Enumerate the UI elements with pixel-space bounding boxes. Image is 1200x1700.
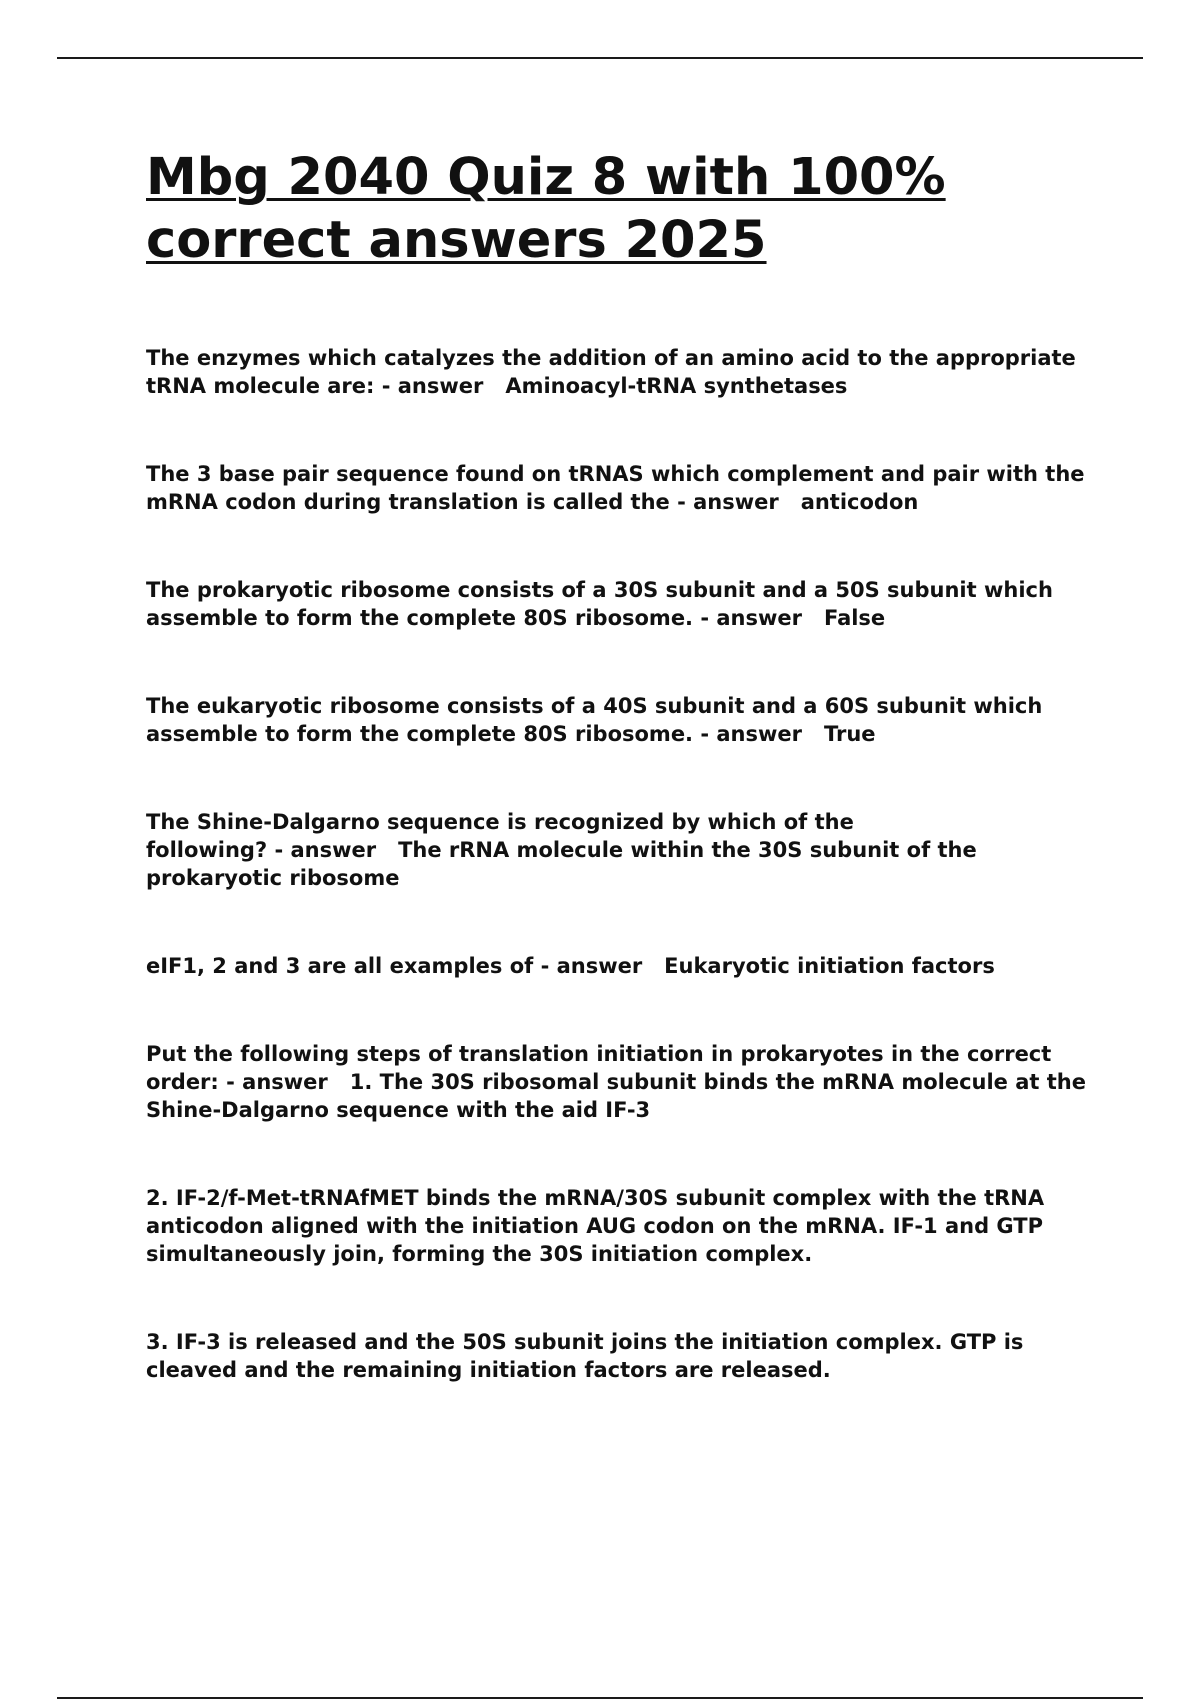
answer-separator: - answer bbox=[693, 722, 824, 746]
answer-separator: - answer bbox=[533, 954, 665, 978]
answer-text: The rRNA molecule within the 30S subunit of the prokaryotic ribosome bbox=[146, 838, 985, 890]
question-text: The 3 base pair sequence found on tRNAS which complement and pair with the mRNA codon during translation is called the bbox=[146, 462, 1092, 514]
answer-text: Eukaryotic initiation factors bbox=[664, 954, 995, 978]
answer-separator: - answer bbox=[218, 1070, 350, 1094]
answer-text: Aminoacyl-tRNA synthetases bbox=[505, 374, 848, 398]
qa-list bbox=[146, 344, 1106, 1384]
answer-separator: - answer bbox=[669, 490, 801, 514]
answer-separator: - answer bbox=[693, 606, 824, 630]
answer-text: False bbox=[823, 606, 886, 630]
document-body bbox=[146, 146, 1106, 1444]
qa-item bbox=[146, 1040, 1106, 1124]
qa-item bbox=[146, 576, 1106, 632]
question-text: The enzymes which catalyzes the addition of an amino acid to the appropriate tRNA molecule are: bbox=[146, 346, 1084, 398]
document-title: Mbg 2040 Quiz 8 with 100% correct answers 2025 bbox=[146, 148, 946, 270]
qa-item bbox=[146, 460, 1106, 516]
question-text: The eukaryotic ribosome consists of a 40S subunit and a 60S subunit which assemble to form the complete 80S ribosome. bbox=[146, 694, 1050, 746]
qa-item bbox=[146, 344, 1106, 400]
answer-text: anticodon bbox=[800, 490, 919, 514]
question-text: eIF1, 2 and 3 are all examples of bbox=[146, 954, 534, 978]
answer-text: True bbox=[823, 722, 876, 746]
answer-separator: - answer bbox=[374, 374, 506, 398]
answer-continuation: 2. IF-2/f-Met-tRNAfMET binds the mRNA/30S subunit complex with the tRNA anticodon aligned with the initiation AUG codon on the mRNA. IF-1 and GTP simultaneously join, forming the 30S initiation complex. bbox=[146, 1186, 1052, 1266]
question-text: The prokaryotic ribosome consists of a 30S subunit and a 50S subunit which assemble to form the complete 80S ribosome. bbox=[146, 578, 1061, 630]
question-text: Put the following steps of translation initiation in prokaryotes in the correct order: bbox=[146, 1042, 1059, 1094]
question-text: The Shine-Dalgarno sequence is recognized by which of the following? bbox=[146, 810, 862, 862]
qa-item bbox=[146, 808, 1106, 892]
top-divider bbox=[57, 57, 1143, 59]
answer-continuation: 3. IF-3 is released and the 50S subunit joins the initiation complex. GTP is cleaved and the remaining initiation factors are released. bbox=[146, 1330, 1031, 1382]
answer-text: 1. The 30S ribosomal subunit binds the mRNA molecule at the Shine-Dalgarno sequence with the aid IF-3 bbox=[146, 1070, 1094, 1122]
bottom-divider bbox=[57, 1697, 1143, 1699]
qa-item bbox=[146, 952, 1106, 980]
answer-separator: - answer bbox=[267, 838, 399, 862]
qa-item bbox=[146, 692, 1106, 748]
